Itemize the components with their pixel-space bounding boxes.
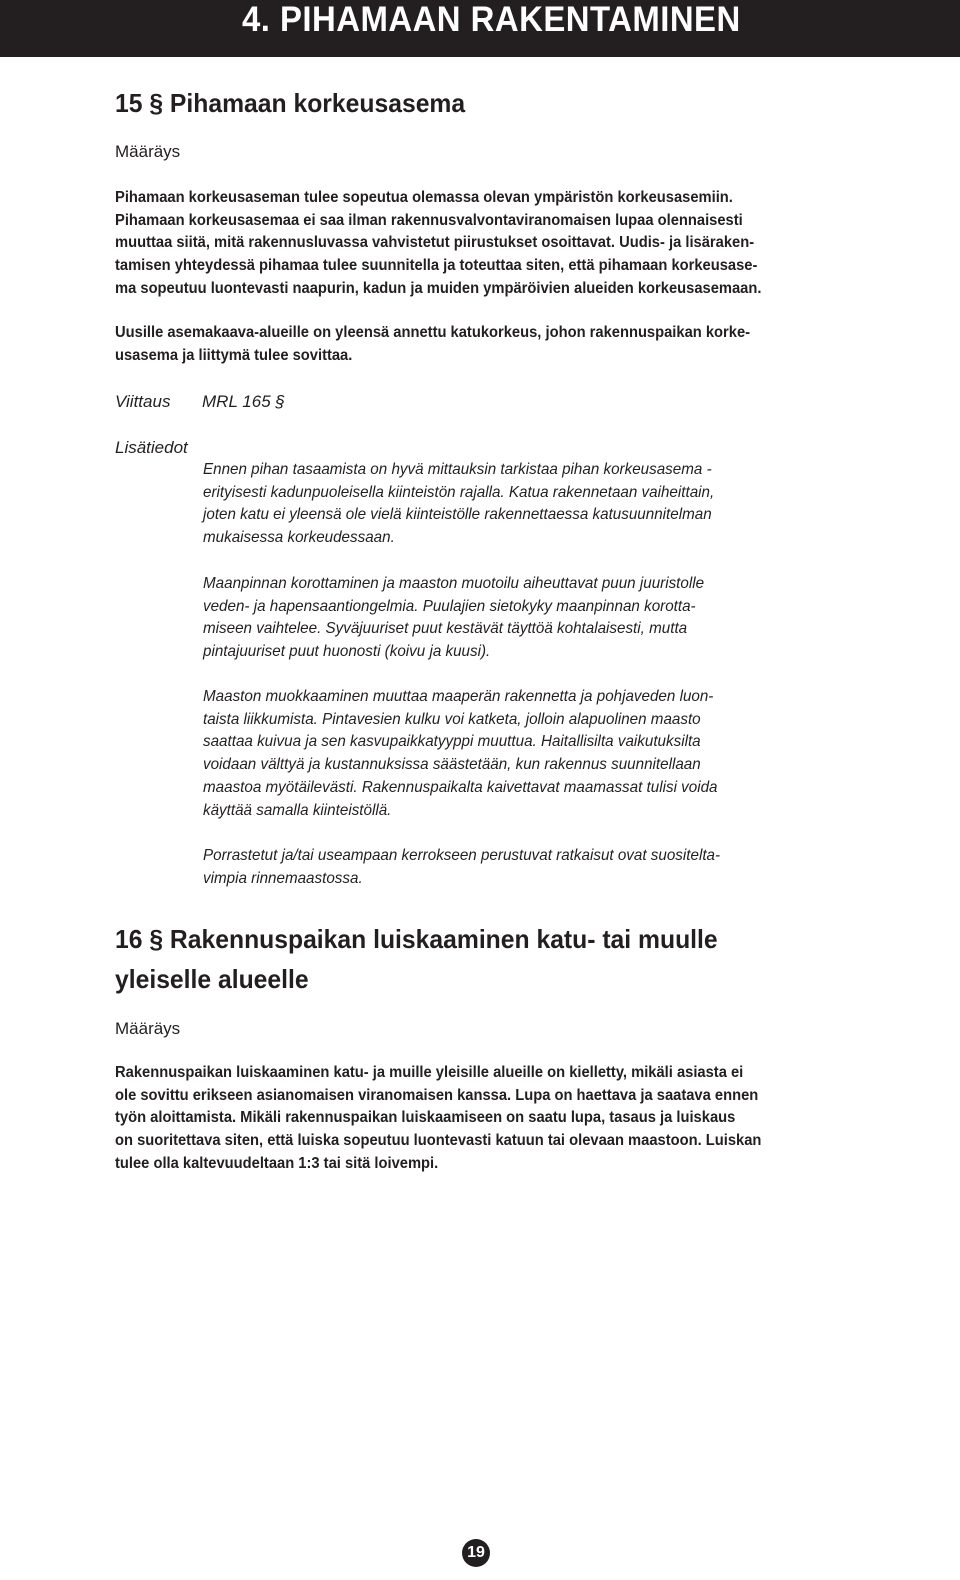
text-line: maastoa myötäilevästi. Rakennuspaikalta kaivettavat maamassat tulisi voida	[203, 778, 718, 796]
text-line: Pihamaan korkeusaseman tulee sopeutua olemassa olevan ympäristön korkeusasemiin.	[115, 189, 733, 206]
text-line: muuttaa siitä, mitä rakennusluvassa vahvistetut piirustukset osoittavat. Uudis- ja lisäraken-	[115, 234, 755, 252]
text-line: ma sopeutuu luontevasti naapurin, kadun ja muiden ympäröivien alueiden korkeusasemaan.	[115, 279, 762, 297]
text-line: pintajuuriset puut huonosti (koivu ja kuusi).	[203, 643, 491, 661]
chapter-title: 4. PIHAMAAN RAKENTAMINEN	[242, 0, 741, 39]
additional-info-paragraph-4	[203, 845, 868, 890]
reference-value: MRL 165 §	[202, 392, 285, 411]
text-line: työn aloittamista. Mikäli rakennuspaikan luiskaamiseen on saatu lupa, tasaus ja luiskaus	[115, 1109, 736, 1127]
text-line: tamisen yhteydessä pihamaa tulee suunnitella ja toteuttaa siten, että pihamaan korkeusase-	[115, 257, 758, 275]
section-15-regulation-paragraph-2	[115, 322, 856, 367]
section-15-regulation-label: Määräys	[115, 142, 181, 161]
section-16-heading	[115, 919, 718, 999]
text-line: veden- ja hapensaantiongelmia. Puulajien sietokyky maanpinnan korotta-	[203, 597, 696, 615]
additional-info-paragraph-1	[203, 459, 868, 550]
reference-label: Viittaus	[115, 392, 171, 411]
text-line: vimpia rinnemaastossa.	[203, 869, 363, 887]
text-line: Maaston muokkaaminen muuttaa maaperän rakennetta ja pohjaveden luon-	[203, 688, 714, 705]
section-16-regulation-paragraph	[115, 1062, 856, 1176]
text-line: miseen vaihtelee. Syväjuuriset puut kestävät täyttöä kohtalaisesti, mutta	[203, 620, 688, 638]
text-line: erityisesti kadunpuoleisella kiinteistön rajalla. Katua rakennetaan vaiheittain,	[203, 483, 715, 501]
text-line: on suoritettava siten, että luiska sopeutuu luontevasti katuun tai olevaan maastoon. Luiskan	[115, 1132, 762, 1150]
text-line: tulee olla kaltevuudeltaan 1:3 tai sitä loivempi.	[115, 1154, 439, 1172]
page-number-badge: 19	[462, 1539, 490, 1567]
section-15-heading: 15 § Pihamaan korkeusasema	[115, 88, 466, 118]
text-line: Pihamaan korkeusasemaa ei saa ilman rakennusvalvontaviranomaisen lupaa olennaisesti	[115, 211, 743, 229]
text-line: joten katu ei yleensä ole vielä kiinteistölle rakennettaessa katusuunnitelman	[203, 506, 712, 524]
section-16-regulation-label: Määräys	[115, 1019, 181, 1038]
additional-info-label: Lisätiedot	[115, 438, 188, 457]
text-line: käyttää samalla kiinteistöllä.	[203, 801, 392, 819]
heading-line: yleiselle alueelle	[115, 964, 309, 994]
text-line: Porrastetut ja/tai useampaan kerrokseen perustuvat ratkaisut ovat suositelta-	[203, 847, 721, 864]
text-line: Rakennuspaikan luiskaaminen katu- ja muille yleisille alueille on kielletty, mikäli asiasta ei	[115, 1064, 744, 1081]
text-line: taista liikkumista. Pintavesien kulku voi katketa, jolloin alapuolinen maasto	[203, 710, 701, 728]
text-line: Uusille asemakaava-alueille on yleensä annettu katukorkeus, johon rakennuspaikan korke-	[115, 324, 751, 341]
text-line: Maanpinnan korottaminen ja maaston muotoilu aiheuttavat puun juuristolle	[203, 575, 705, 592]
text-line: mukaisessa korkeudessaan.	[203, 529, 395, 547]
text-line: ole sovittu erikseen asianomaisen viranomaisen kanssa. Lupa on haettava ja saatava ennen	[115, 1086, 759, 1104]
text-line: usasema ja liittymä tulee sovittaa.	[115, 346, 353, 364]
section-15-regulation-paragraph-1	[115, 187, 856, 301]
heading-line: 16 § Rakennuspaikan luiskaaminen katu- tai muulle	[115, 924, 718, 954]
chapter-header-bar	[0, 0, 960, 57]
additional-info-paragraph-3	[203, 686, 868, 822]
text-line: saattaa kuivua ja sen kasvupaikkatyyppi muuttua. Haitallisilta vaikutuksilta	[203, 733, 701, 751]
text-line: voidaan välttyä ja kustannuksissa säästetään, kun rakennus suunnitellaan	[203, 756, 701, 774]
text-line: Ennen pihan tasaamista on hyvä mittauksin tarkistaa pihan korkeusasema -	[203, 461, 712, 478]
additional-info-paragraph-2	[203, 573, 868, 664]
